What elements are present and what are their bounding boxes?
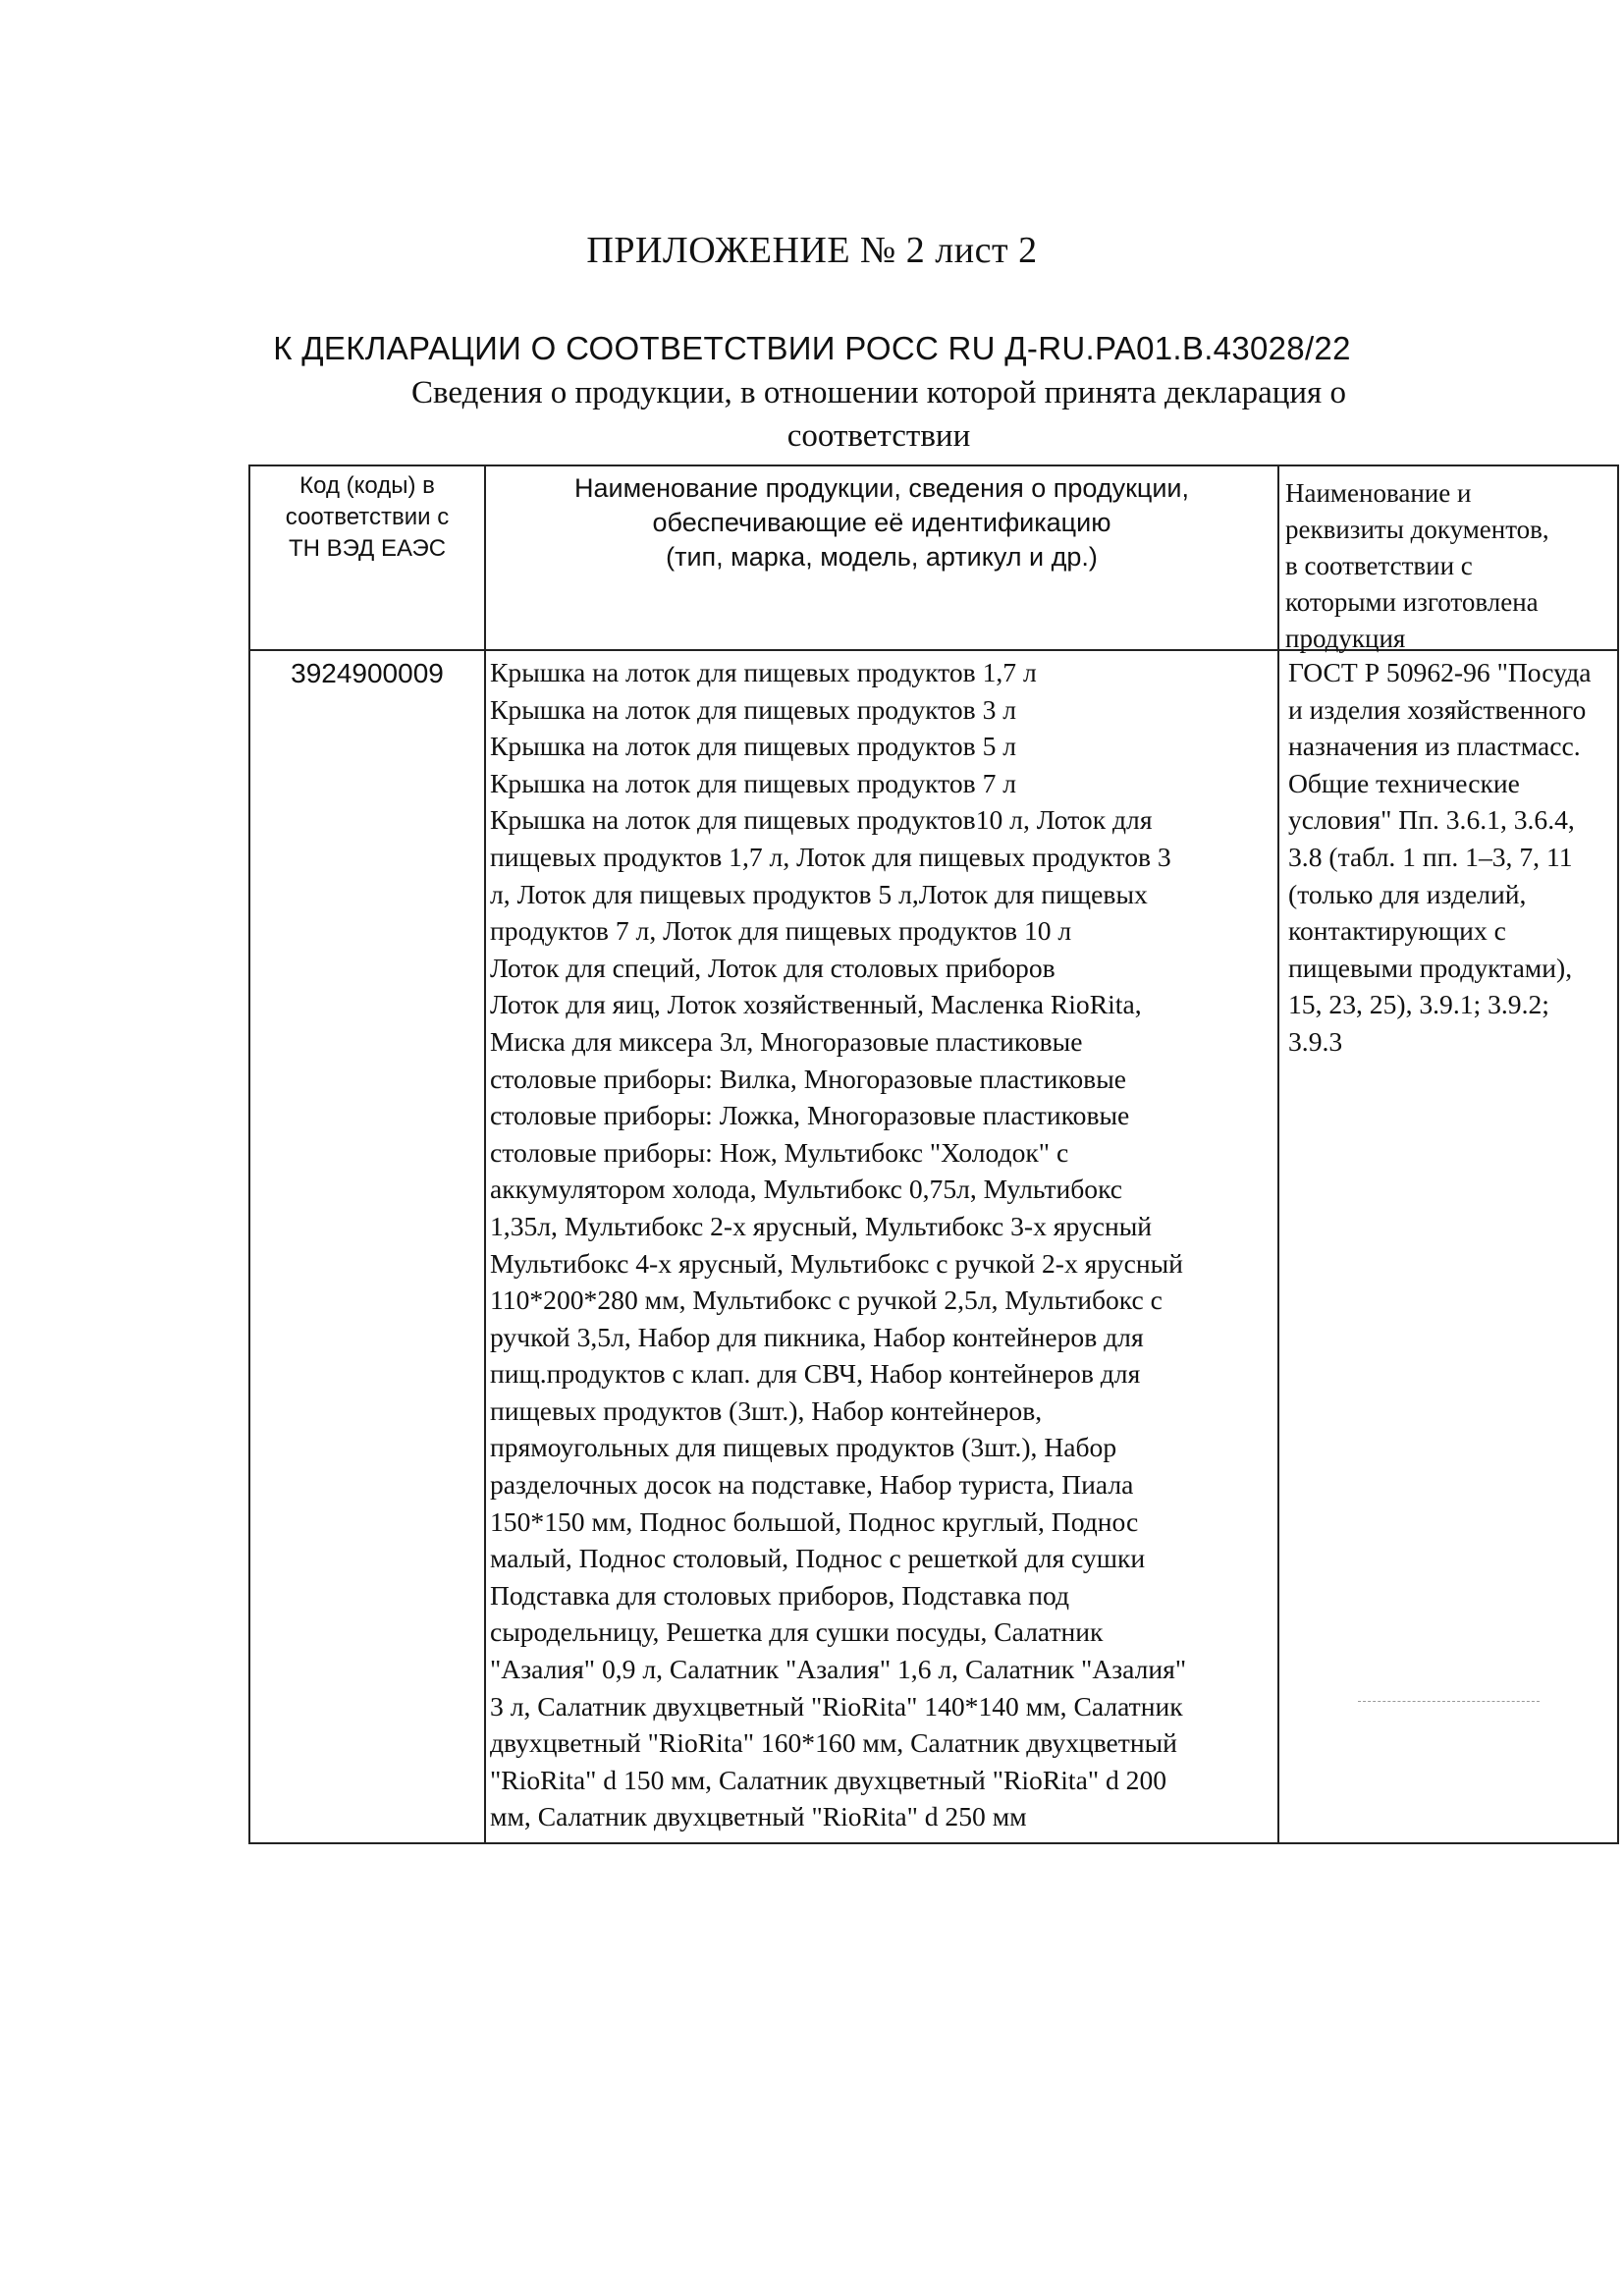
product-line: столовые приборы: Нож, Мультибокс "Холодок" с xyxy=(490,1136,1069,1168)
header-code-line: Код (коды) в xyxy=(299,472,435,499)
product-line: двухцветный "RioRita" 160*160 мм, Салатник двухцветный xyxy=(490,1727,1177,1759)
header-name-line: Наименование продукции, сведения о продукции, xyxy=(573,473,1190,503)
product-line: л, Лоток для пищевых продуктов 5 л,Лоток для пищевых xyxy=(490,878,1148,909)
product-line: Крышка на лоток для пищевых продуктов 1,7 л xyxy=(490,657,1037,687)
product-line: пищевых продуктов 1,7 л, Лоток для пищевых продуктов 3 xyxy=(490,841,1171,872)
tn-ved-code: 3924900009 xyxy=(291,658,444,688)
declaration-number: К ДЕКЛАРАЦИИ О СООТВЕТСТВИИ РОСС RU Д-RU.PA01.B.43028/22 xyxy=(273,330,1351,366)
standard-reference xyxy=(1282,654,1617,1061)
product-line: мм, Салатник двухцветный "RioRita" d 250 мм xyxy=(490,1801,1027,1832)
annex-title: ПРИЛОЖЕНИЕ № 2 лист 2 xyxy=(586,230,1038,271)
standard-line: контактирующих с xyxy=(1288,915,1506,947)
header-name-line: обеспечивающие её идентификацию xyxy=(652,508,1111,537)
product-line: Мультибокс 4-х ярусный, Мультибокс с ручкой 2-х ярусный xyxy=(490,1247,1183,1279)
standard-line: условия" Пп. 3.6.1, 3.6.4, xyxy=(1288,804,1575,836)
product-line: 1,35л, Мультибокс 2-х ярусный, Мультибокс 3-х ярусный xyxy=(490,1210,1153,1241)
standard-line: 15, 23, 25), 3.9.1; 3.9.2; xyxy=(1288,989,1549,1020)
header-code-line: соответствии с xyxy=(285,504,450,530)
product-line: Лоток для специй, Лоток для столовых приборов xyxy=(490,952,1056,983)
header-docs-line: которыми изготовлена xyxy=(1285,587,1539,617)
product-line: аккумулятором холода, Мультибокс 0,75л, Мультибокс xyxy=(490,1174,1123,1205)
standard-line: ГОСТ Р 50962-96 "Посуда xyxy=(1288,657,1592,687)
header-code xyxy=(250,466,484,565)
header-docs-line: Наименование и xyxy=(1285,478,1472,508)
product-line: "Азалия" 0,9 л, Салатник "Азалия" 1,6 л, Салатник "Азалия" xyxy=(490,1654,1187,1685)
header-docs-line: реквизиты документов, xyxy=(1285,515,1549,544)
standard-line: пищевыми продуктами), xyxy=(1288,952,1573,983)
product-line: Крышка на лоток для пищевых продуктов 7 л xyxy=(490,767,1017,798)
product-line: Лоток для яиц, Лоток хозяйственный, Масленка RioRita, xyxy=(490,989,1142,1020)
product-line: 110*200*280 мм, Мультибокс с ручкой 2,5л, Мультибокс с xyxy=(490,1285,1163,1316)
header-documents xyxy=(1285,466,1609,657)
product-line: прямоугольных для пищевых продуктов (3шт.), Набор xyxy=(490,1432,1117,1463)
product-line: 150*150 мм, Поднос большой, Поднос круглый, Поднос xyxy=(490,1505,1139,1537)
product-line: пищевых продуктов (3шт.), Набор контейнеров, xyxy=(490,1394,1043,1426)
annex-subtitle xyxy=(330,371,1428,458)
standard-line: Общие технические xyxy=(1288,767,1520,798)
product-line: 3 л, Салатник двухцветный "RioRita" 140*140 мм, Салатник xyxy=(490,1690,1183,1722)
product-line: ручкой 3,5л, Набор для пикника, Набор контейнеров для xyxy=(490,1321,1144,1352)
product-line: Подставка для столовых приборов, Подставка под xyxy=(490,1579,1070,1611)
subtitle-line: Сведения о продукции, в отношении которой принята декларация о xyxy=(410,375,1346,410)
product-line: разделочных досок на подставке, Набор туриста, Пиала xyxy=(490,1469,1134,1501)
header-docs-line: в соответствии с xyxy=(1285,551,1473,580)
subtitle-line: соответствии xyxy=(786,418,971,454)
product-line: пищ.продуктов с клап. для СВЧ, Набор контейнеров для xyxy=(490,1358,1141,1390)
standard-line: и изделия хозяйственного xyxy=(1288,693,1587,725)
standard-line: 3.8 (табл. 1 пп. 1–3, 7, 11 xyxy=(1288,841,1573,872)
header-product-name xyxy=(486,466,1277,574)
product-line: сыродельницу, Решетка для сушки посуды, Салатник xyxy=(490,1616,1104,1648)
header-docs-line: продукция xyxy=(1285,624,1406,653)
header-code-line: ТН ВЭД ЕАЭС xyxy=(288,535,447,562)
product-line: Крышка на лоток для пищевых продуктов 5 л xyxy=(490,731,1017,762)
standard-line: (только для изделий, xyxy=(1288,878,1527,909)
product-line: продуктов 7 л, Лоток для пищевых продуктов 10 л xyxy=(490,915,1072,947)
product-line: Крышка на лоток для пищевых продуктов 3 л xyxy=(490,693,1017,725)
product-line: Миска для миксера 3л, Многоразовые пластиковые xyxy=(490,1025,1083,1057)
product-line: малый, Поднос столовый, Поднос с решеткой для сушки xyxy=(490,1543,1146,1574)
product-list xyxy=(486,654,1293,1835)
scan-artifact-line xyxy=(1358,1701,1540,1702)
product-line: Крышка на лоток для пищевых продуктов10 л, Лоток для xyxy=(490,804,1153,836)
product-table xyxy=(248,465,1619,1844)
standard-line: назначения из пластмасс. xyxy=(1288,731,1581,762)
product-line: "RioRita" d 150 мм, Салатник двухцветный "RioRita" d 200 xyxy=(490,1764,1167,1795)
product-line: столовые приборы: Ложка, Многоразовые пластиковые xyxy=(490,1100,1130,1131)
standard-line: 3.9.3 xyxy=(1288,1025,1343,1057)
product-line: столовые приборы: Вилка, Многоразовые пластиковые xyxy=(490,1063,1126,1094)
header-name-line: (тип, марка, модель, артикул и др.) xyxy=(666,542,1098,572)
